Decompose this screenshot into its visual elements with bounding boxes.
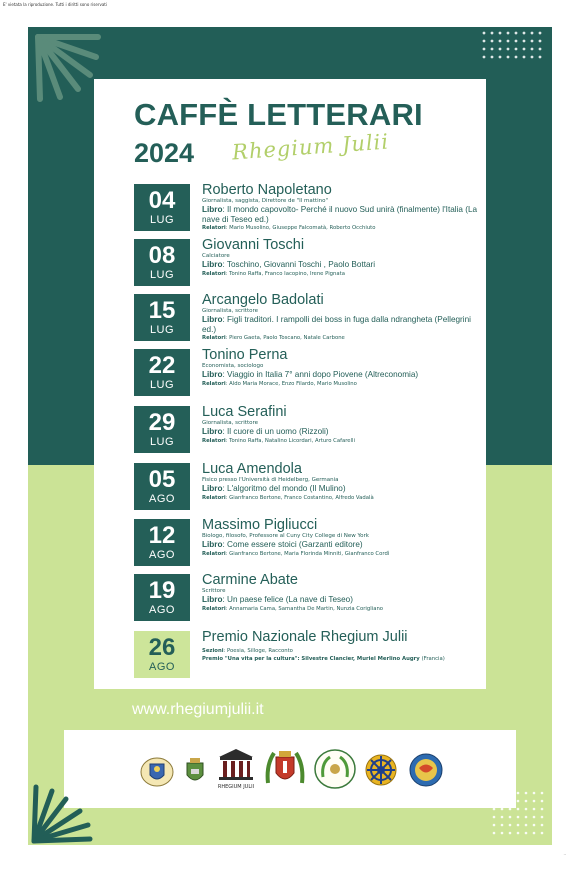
event-info [202, 572, 482, 613]
date-box [134, 463, 190, 510]
dot-grid-decoration-top-right [480, 29, 550, 69]
event-info [202, 629, 482, 663]
poster-title: CAFFÈ LETTERARI [134, 97, 423, 132]
guest-name: Giovanni Toschi [202, 237, 305, 253]
book-line: Libro: Come essere stoici (Garzanti editore) [202, 540, 363, 549]
date-box-highlight [134, 631, 190, 678]
speakers-line: Relatori: Tonino Raffa, Franco Iacopino, Irene Pignata [202, 270, 345, 277]
event-info [202, 237, 482, 278]
guest-role: Scrittore [202, 588, 226, 594]
speakers-line: Relatori: Mario Musolino, Giuseppe Falcomatà, Roberto Occhiuto [202, 225, 376, 231]
book-line: Libro: Il mondo capovolto- Perché il nuovo Sud unirà (finalmente) l'Italia (La nave di Teseo ed.) [202, 205, 478, 224]
partner-logos-row [136, 745, 456, 795]
guest-name: Arcangelo Badolati [202, 292, 324, 308]
event-month: AGO [149, 604, 175, 616]
event-month: LUG [149, 379, 175, 391]
event-info [202, 347, 482, 388]
guest-name: Luca Amendola [202, 461, 302, 477]
guest-name: Roberto Napoletano [202, 182, 332, 198]
guest-name: Massimo Pigliucci [202, 517, 318, 533]
event-day: 04 [148, 187, 176, 214]
event-day: 26 [148, 634, 176, 661]
event-month: LUG [149, 269, 175, 281]
event-info [202, 292, 482, 342]
event-month: AGO [149, 549, 175, 561]
book-line: Libro: Il cuore di un uomo (Rizzoli) [202, 427, 329, 436]
event-item [134, 574, 474, 622]
event-day: 29 [148, 409, 176, 436]
dot-grid-decoration-bottom-right [490, 789, 550, 841]
speakers-line: Relatori: Gianfranco Bertone, Franco Costantino, Alfredo Vadalà [202, 494, 374, 501]
date-box [134, 574, 190, 621]
rhegium-julii-temple-logo [216, 747, 256, 791]
event-item-award [134, 631, 474, 679]
guest-role: Giornalista, saggista, Direttore de "Il mattino" [202, 198, 328, 204]
wreath-seal-logo [314, 749, 356, 789]
book-line: Libro: Toschino, Giovanni Toschi , Paolo Bottari [202, 260, 376, 269]
event-day: 19 [148, 577, 176, 604]
event-day: 15 [148, 297, 176, 324]
event-item [134, 463, 474, 511]
date-box [134, 349, 190, 396]
event-month: LUG [149, 436, 175, 448]
event-day: 05 [148, 466, 176, 493]
website-bar [28, 692, 552, 730]
crest-1-logo [140, 757, 174, 787]
award-name: Premio Nazionale Rhegium Julii [202, 629, 408, 645]
speakers-line: Relatori: Piero Gaeta, Paolo Toscano, Natale Carbone [202, 335, 345, 341]
event-month: LUG [149, 214, 175, 226]
guest-name: Carmine Abate [202, 572, 298, 588]
guest-role: Fisico presso l'Università di Heidelberg, Germania [202, 477, 339, 483]
event-day: 12 [148, 522, 176, 549]
guest-name: Luca Serafini [202, 404, 287, 420]
rotary-wheel-logo [364, 753, 398, 787]
event-month: LUG [149, 324, 175, 336]
crest-2-logo [182, 757, 208, 787]
book-line: Libro: Viaggio in Italia 7° anni dopo Piovene (Altreconomia) [202, 370, 419, 379]
award-winners-line: Premio "Una vita per la cultura": Silvestre Clancier, Muriel Merlino Augry (Francia) [202, 656, 445, 662]
guest-role: Giornalista, scrittore [202, 420, 259, 426]
poster [28, 27, 552, 845]
event-item [134, 239, 474, 287]
event-info [202, 404, 482, 445]
date-box [134, 184, 190, 231]
date-box [134, 294, 190, 341]
book-line: Libro: L'algoritmo del mondo (Il Mulino) [202, 484, 346, 493]
event-month: AGO [149, 493, 175, 505]
date-box [134, 239, 190, 286]
guest-role: Calciatore [202, 253, 230, 259]
event-item [134, 519, 474, 567]
event-item [134, 182, 478, 232]
event-info [202, 517, 482, 558]
guest-role: Biologo, filosofo, Professore al Cuny City College di New York [202, 533, 369, 539]
event-day: 22 [148, 352, 176, 379]
event-info [202, 182, 482, 232]
event-item [134, 406, 474, 454]
event-item [134, 294, 474, 342]
guest-role: Economista, sociologo [202, 363, 264, 369]
speakers-line: Relatori: Gianfranco Bertone, Maria Florinda Minniti, Gianfranco Cordì [202, 550, 390, 557]
script-subtitle: Rhegium Julii [231, 129, 390, 165]
event-item [134, 349, 474, 397]
copyright-notice: E' vietata la riproduzione. Tutti i diritti sono riservati [3, 2, 107, 7]
guest-role: Giornalista, scrittore [202, 308, 259, 314]
book-line: Libro: Un paese felice (La nave di Teseo) [202, 595, 353, 604]
date-box [134, 519, 190, 566]
globe-seal-logo [408, 753, 444, 787]
book-line: Libro: Figli traditori. I rampolli dei boss in fuga dalla ndrangheta (Pellegrini ed.) [202, 315, 471, 334]
guest-name: Tonino Perna [202, 347, 288, 363]
website-link[interactable]: www.rhegiumjulii.it [132, 701, 264, 718]
temple-logo-text: RHEGIUM JULII [217, 784, 255, 790]
event-day: 08 [148, 242, 176, 269]
event-info [202, 461, 482, 502]
event-month: AGO [149, 661, 175, 673]
corner-mark: .. [563, 851, 566, 856]
date-box [134, 406, 190, 453]
sunburst-decoration-bottom-left [28, 767, 98, 845]
sections-line: Sezioni: Poesia, Silloge, Racconto [202, 648, 293, 654]
program-card [94, 79, 486, 689]
speakers-line: Relatori: Aldo Maria Morace, Enzo Filardo, Mario Musolino [202, 380, 357, 387]
crest-4-logo [264, 747, 306, 791]
poster-year: 2024 [134, 138, 195, 168]
speakers-line: Relatori: Annamaria Cama, Samantha De Martin, Nunzia Corigliano [202, 605, 384, 612]
speakers-line: Relatori: Tonino Raffa, Natalino Licordari, Arturo Cafarelli [202, 437, 355, 444]
